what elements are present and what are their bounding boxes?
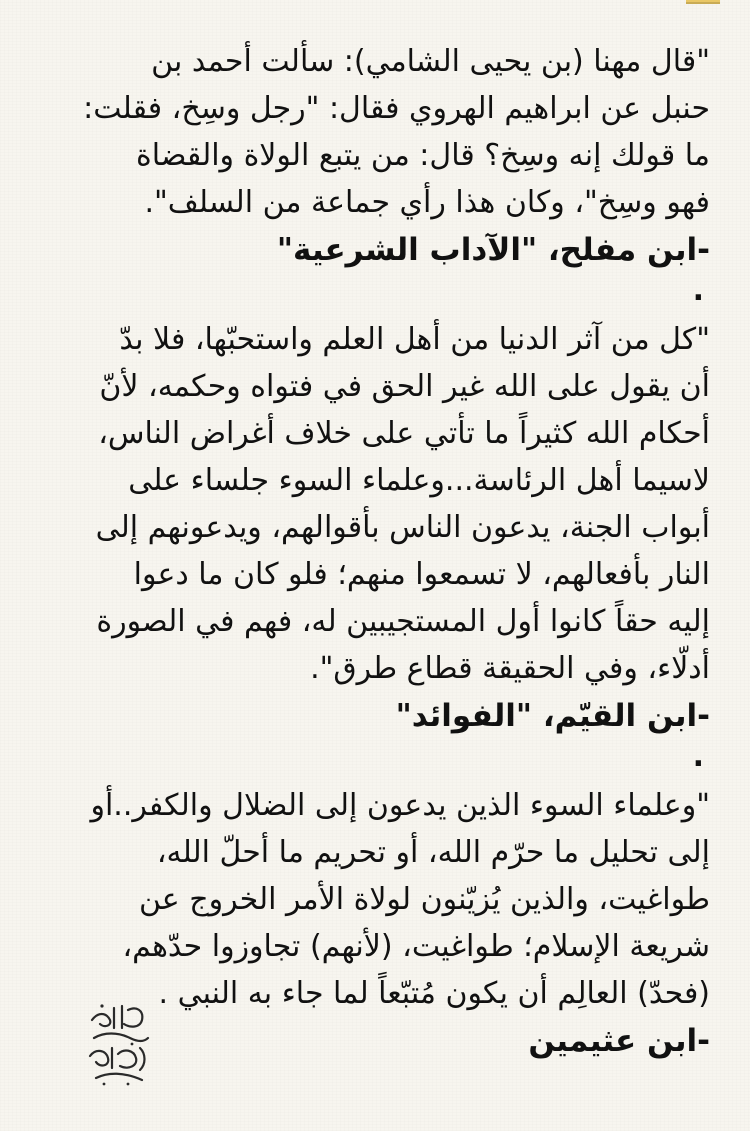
quote-line: أبواب الجنة، يدعون الناس بأقوالهم، ويدعونهم إلى: [95, 510, 710, 545]
quote-line: فهو وسِخ"، وكان هذا رأي جماعة من السلف".: [144, 185, 710, 220]
quote-line: إليه حقاً كانوا أول المستجيبين له، فهم في الصورة: [96, 604, 710, 639]
attribution-1: -ابن مفلح، "الآداب الشرعية": [276, 232, 710, 268]
quote-line: لاسيما أهل الرئاسة...وعلماء السوء جلساء على: [128, 463, 710, 498]
quote-line: "كل من آثر الدنيا من أهل العلم واستحبّها، فلا بدّ: [119, 322, 710, 357]
salawat-calligraphy-icon: [84, 998, 154, 1088]
quote-line: أن يقول على الله غير الحق في فتواه وحكمه، لأنّ: [99, 369, 710, 404]
quote-line: شريعة الإسلام؛ طواغيت، (لأنهم) تجاوزوا حدّهم،: [122, 929, 710, 964]
attribution-2: -ابن القيّم، "الفوائد": [395, 698, 710, 734]
quote-line: "قال مهنا (بن يحيى الشامي): سألت أحمد بن: [151, 44, 710, 79]
quote-line: النار بأفعالهم، لا تسمعوا منهم؛ فلو كان ما دعوا: [133, 557, 710, 592]
quote-block-1: [22, 38, 710, 226]
quote-block-3: [22, 782, 710, 1017]
quote-line: أدلّاء، وفي الحقيقة قطاع طرق".: [310, 651, 710, 686]
quote-line: أحكام الله كثيراً ما تأتي على خلاف أغراض الناس،: [98, 416, 710, 451]
corner-bookmark-mark: [686, 0, 720, 2]
separator-dot-2: .: [692, 739, 704, 774]
quote-block-2: [22, 316, 710, 692]
quote-line: "وعلماء السوء الذين يدعون إلى الضلال والكفر..أو: [90, 788, 710, 823]
quote-line: إلى تحليل ما حرّم الله، أو تحريم ما أحلّ الله،: [156, 835, 710, 870]
quote-line: طواغيت، والذين يُزيّنون لولاة الأمر الخروج عن: [138, 882, 710, 917]
quote-line: (فحدّ) العالِم أن يكون مُتبّعاً لما جاء به النبي .: [158, 976, 710, 1011]
quote-line: ما قولك إنه وسِخ؟ قال: من يتبع الولاة والقضاة: [136, 138, 710, 173]
quote-line: حنبل عن ابراهيم الهروي فقال: "رجل وسِخ، فقلت:: [83, 91, 710, 126]
article-body: [22, 38, 710, 1065]
separator-dot-1: .: [692, 273, 704, 308]
attribution-3: -ابن عثيمين: [528, 1023, 710, 1059]
